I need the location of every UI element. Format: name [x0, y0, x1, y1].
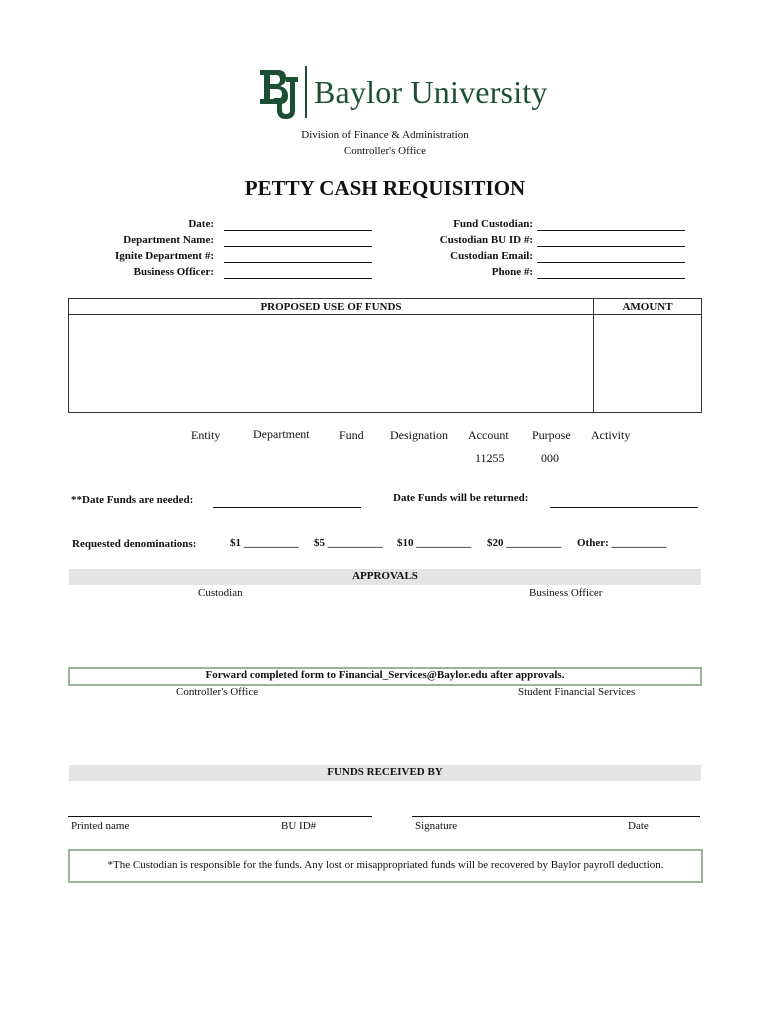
- proposed-use-field[interactable]: [70, 316, 592, 410]
- office-name: Controller's Office: [343, 145, 427, 157]
- date-returned-field[interactable]: [550, 507, 698, 508]
- approvals-band: [69, 569, 701, 585]
- denomination-5[interactable]: $5 __________: [314, 537, 383, 549]
- form-title: PETTY CASH REQUISITION: [244, 176, 526, 200]
- funds-received-band: [69, 765, 701, 781]
- university-name: Baylor University: [314, 74, 548, 110]
- denomination-1[interactable]: $1 __________: [230, 537, 299, 549]
- custodian-bu-id-label: Custodian BU ID #:: [439, 234, 533, 246]
- activity-label: Activity: [591, 428, 631, 442]
- date-signed-label: Date: [628, 820, 649, 832]
- date-field[interactable]: [224, 230, 372, 231]
- ignite-department-field[interactable]: [224, 262, 372, 263]
- funds-table-header-divider: [68, 314, 701, 315]
- amount-header: AMOUNT: [622, 301, 673, 313]
- approvals-title: APPROVALS: [352, 570, 418, 582]
- business-officer-approval-label: Business Officer: [529, 587, 603, 599]
- signature-label: Signature: [415, 820, 458, 832]
- entity-label: Entity: [191, 428, 221, 442]
- custodian-approval-label: Custodian: [198, 587, 243, 599]
- funds-table-column-divider: [593, 298, 594, 412]
- fund-custodian-field[interactable]: [537, 230, 685, 231]
- date-needed-label: **Date Funds are needed:: [71, 494, 194, 506]
- custodian-bu-id-field[interactable]: [537, 246, 685, 247]
- proposed-use-header: PROPOSED USE OF FUNDS: [260, 301, 402, 313]
- business-officer-signature-area[interactable]: [460, 604, 680, 660]
- business-officer-label: Business Officer:: [133, 266, 214, 278]
- department-label: Department: [253, 427, 310, 441]
- date-label: Date:: [188, 218, 214, 230]
- logo-divider: [305, 66, 307, 118]
- denomination-20[interactable]: $20 __________: [487, 537, 562, 549]
- printed-name-bu-id-line[interactable]: [68, 816, 372, 817]
- custodian-email-field[interactable]: [537, 262, 685, 263]
- printed-name-label: Printed name: [71, 820, 130, 832]
- custodian-signature-area[interactable]: [120, 604, 320, 660]
- business-officer-field[interactable]: [224, 278, 372, 279]
- account-label: Account: [468, 428, 509, 442]
- phone-label: Phone #:: [491, 266, 533, 278]
- purpose-value: 000: [541, 451, 559, 465]
- student-financial-services-label: Student Financial Services: [518, 686, 636, 698]
- bu-id-label: BU ID#: [281, 820, 317, 832]
- date-needed-field[interactable]: [213, 507, 361, 508]
- denominations-label: Requested denominations:: [72, 538, 197, 550]
- baylor-bu-logo-icon: [258, 68, 298, 120]
- designation-label: Designation: [390, 428, 448, 442]
- ignite-department-label: Ignite Department #:: [115, 250, 214, 262]
- funds-received-title: FUNDS RECEIVED BY: [327, 766, 443, 778]
- fund-label: Fund: [339, 428, 364, 442]
- denomination-other[interactable]: Other: __________: [577, 537, 667, 549]
- responsibility-note-text: *The Custodian is responsible for the funds. Any lost or misappropriated funds will be recovered by Baylor payroll deduction.: [107, 859, 664, 871]
- department-name-label: Department Name:: [123, 234, 214, 246]
- signature-date-line[interactable]: [412, 816, 700, 817]
- responsibility-note-box: [68, 849, 703, 883]
- forward-instructions-box: [68, 667, 702, 686]
- amount-field[interactable]: [595, 316, 699, 410]
- forward-instructions-text: Forward completed form to Financial_Services@Baylor.edu after approvals.: [205, 669, 565, 681]
- account-value: 11255: [475, 451, 505, 465]
- department-name-field[interactable]: [224, 246, 372, 247]
- phone-field[interactable]: [537, 278, 685, 279]
- division-name: Division of Finance & Administration: [301, 129, 469, 141]
- controllers-office-label: Controller's Office: [176, 686, 259, 698]
- fund-custodian-label: Fund Custodian:: [453, 218, 533, 230]
- date-returned-label: Date Funds will be returned:: [393, 492, 529, 504]
- denomination-10[interactable]: $10 __________: [397, 537, 472, 549]
- custodian-email-label: Custodian Email:: [450, 250, 533, 262]
- purpose-label: Purpose: [532, 428, 571, 442]
